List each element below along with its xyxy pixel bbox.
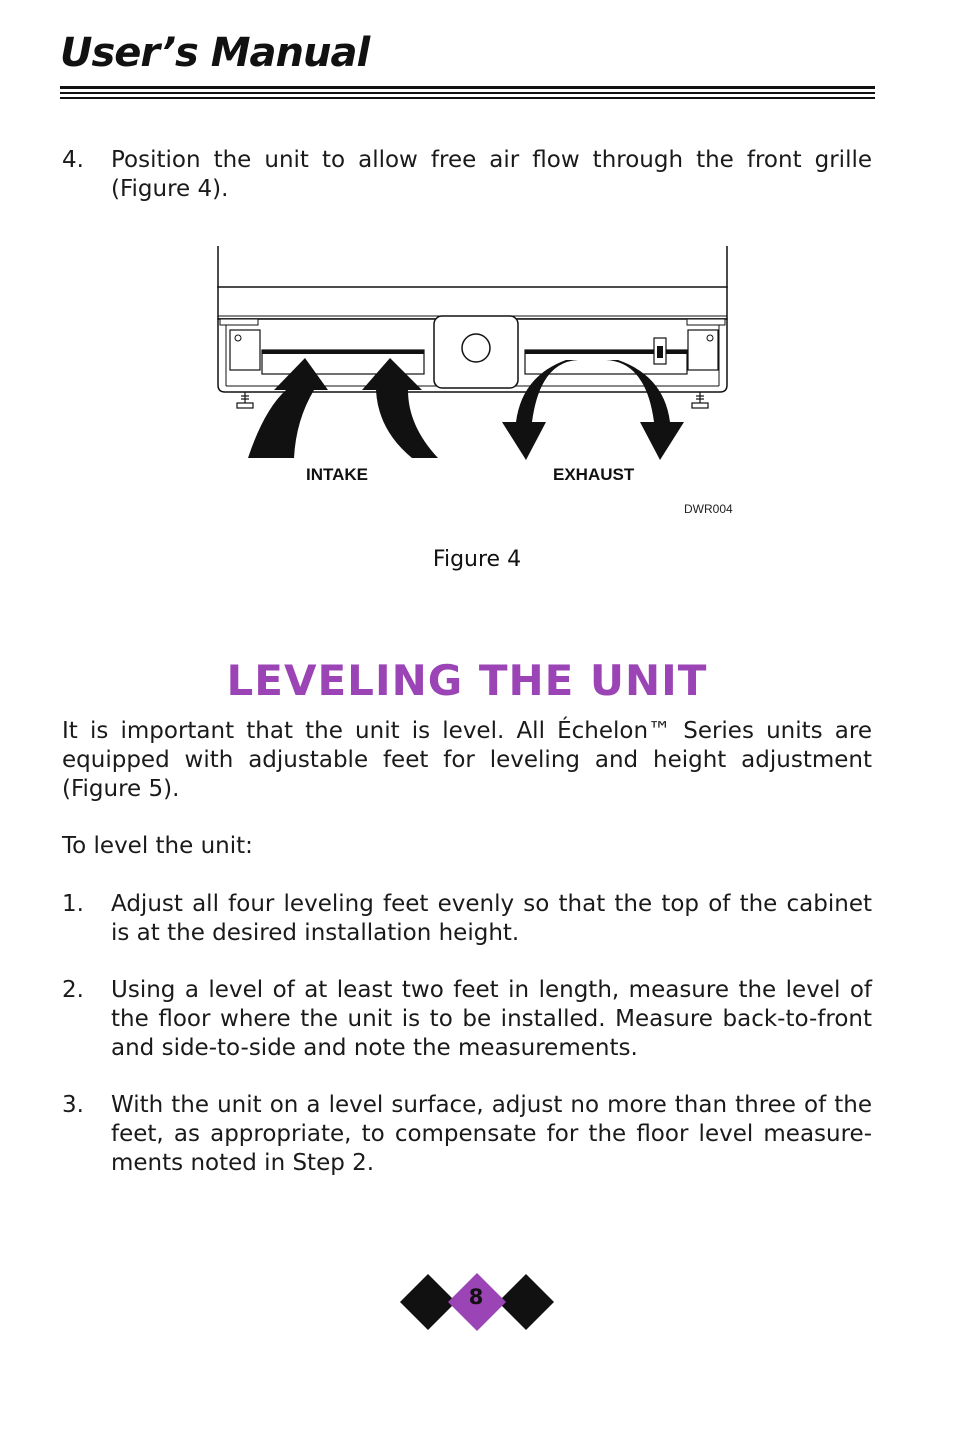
step-text: With the unit on a level surface, adjust no more than three of the feet, as appropriate, to compensate for the floor level measure-ments noted in Step 2.	[111, 1092, 872, 1176]
step-number: 2.	[62, 977, 84, 1003]
step-item	[62, 976, 872, 1063]
intake-label: INTAKE	[306, 465, 369, 484]
step-text: Adjust all four leveling feet evenly so that the top of the cabinet is at the desired installation height.	[111, 891, 872, 946]
step-item	[62, 890, 872, 948]
step-number: 3.	[62, 1092, 84, 1118]
diamond-right-icon	[498, 1274, 554, 1330]
header-rule	[60, 86, 875, 89]
section-lead: To level the unit:	[62, 833, 253, 859]
step-text: Position the unit to allow free air flow through the front grille (Figure 4).	[111, 147, 872, 202]
step-item	[62, 1091, 872, 1178]
step-item	[62, 146, 872, 204]
figure-caption: Figure 4	[432, 547, 522, 572]
figure-code: DWR004	[684, 502, 733, 516]
diamond-left-icon	[400, 1274, 456, 1330]
figure-airflow-diagram	[200, 240, 760, 530]
page-number: 8	[468, 1285, 484, 1309]
exhaust-label: EXHAUST	[553, 465, 635, 484]
section-title: LEVELING THE UNIT	[226, 656, 708, 705]
section-intro: It is important that the unit is level. All Échelon™ Series units are equipped with adjustable feet for leveling and height adjustment (Figure 5).	[62, 718, 872, 802]
unit-front-illustration	[200, 240, 760, 530]
manual-title: User’s Manual	[60, 30, 370, 76]
header-rule	[60, 92, 875, 94]
step-number: 4.	[62, 147, 84, 173]
header-rule	[60, 97, 875, 99]
step-text: Using a level of at least two feet in length, measure the level of the floor where the unit is to be installed. Measure back-to-front and side-to-side and note the measurements.	[111, 977, 872, 1061]
step-number: 1.	[62, 891, 84, 917]
